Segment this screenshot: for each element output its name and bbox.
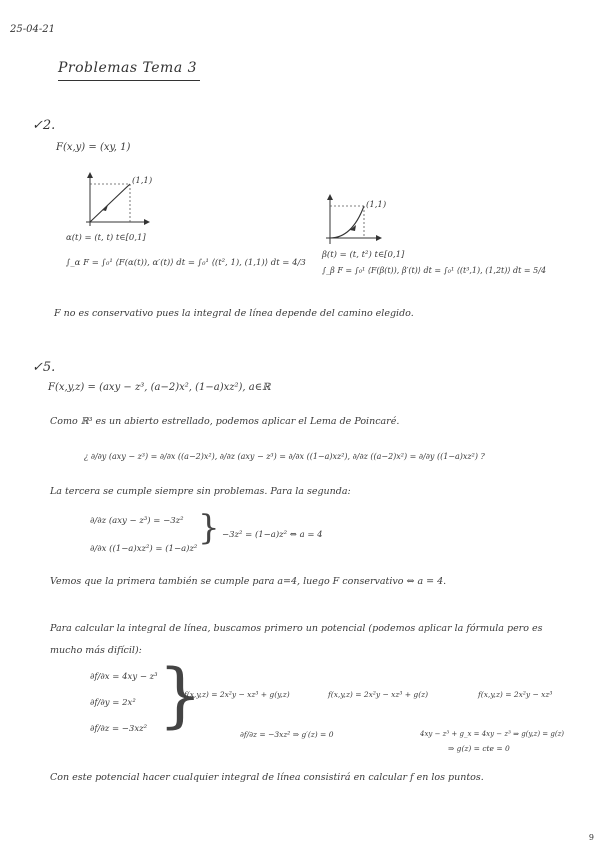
problem-5-closing: Con este potencial hacer cualquier integral de línea consistirá en calcular f en los puntos. bbox=[50, 772, 484, 783]
page-title: Problemas Tema 3 bbox=[58, 60, 198, 76]
problem-5-number: ✓5. bbox=[32, 360, 56, 375]
potential-intro: Para calcular la integral de línea, buscamos primero un potencial (podemos aplicar la fórmula pero es mucho más difícil): bbox=[50, 623, 543, 656]
problem-2-field: F(x,y) = (xy, 1) bbox=[56, 142, 131, 153]
potential-step-3: f(x,y,z) = 2x²y − xz³ bbox=[478, 690, 553, 699]
derivative-b: ∂/∂x ((1−a)xz²) = (1−a)z² bbox=[90, 544, 198, 554]
system-brace: } bbox=[158, 654, 203, 736]
derivative-result: −3z² = (1−a)z² ⇔ a = 4 bbox=[222, 530, 323, 540]
system-eq-y: ∂f/∂y = 2x² bbox=[90, 698, 136, 708]
potential-step-1: f(x,y,z) = 2x²y − xz³ + g(y,z) bbox=[184, 690, 290, 699]
left-graph-point-label: (1,1) bbox=[132, 176, 153, 186]
derivative-a: ∂/∂z (axy − z³) = −3z² bbox=[90, 516, 184, 526]
auxiliary-step-2: 4xy − z³ + g_x = 4xy − z³ ⇒ g(y,z) = g(z) bbox=[420, 730, 565, 738]
potential-step-2: f(x,y,z) = 2x²y − xz³ + g(z) bbox=[328, 690, 429, 699]
title-underline bbox=[58, 80, 200, 81]
auxiliary-step-3: ⇒ g(z) = cte = 0 bbox=[448, 744, 510, 753]
left-integral: ∫_α F = ∫₀¹ ⟨F(α(t)), α′(t)⟩ dt = ∫₀¹ ⟨(t², 1), (1,1)⟩ dt = 4/3 bbox=[66, 258, 306, 268]
right-param: β(t) = (t, t²) t∈[0,1] bbox=[322, 250, 405, 260]
note-third-condition: La tercera se cumple siempre sin problemas. Para la segunda: bbox=[50, 486, 351, 497]
poincare-conditions: ¿ ∂/∂y (axy − z³) = ∂/∂x ((a−2)x²), ∂/∂z (axy − z³) = ∂/∂x ((1−a)xz²), ∂/∂z ((a−2)x²) = ∂/∂y ((1−a)xz²) ? bbox=[84, 452, 485, 461]
left-param: α(t) = (t, t) t∈[0,1] bbox=[66, 233, 146, 243]
page-number: 9 bbox=[588, 833, 594, 842]
right-graph-point-label: (1,1) bbox=[366, 200, 387, 210]
note-first-condition: Vemos que la primera también se cumple para a=4, luego F conservativo ⇔ a = 4. bbox=[50, 576, 447, 587]
page-date: 25-04-21 bbox=[10, 24, 55, 35]
right-integral: ∫_β F = ∫₀¹ ⟨F(β(t)), β′(t)⟩ dt = ∫₀¹ ⟨(t³,1), (1,2t)⟩ dt = 5/4 bbox=[322, 266, 547, 275]
problem-2-conclusion: F no es conservativo pues la integral de línea depende del camino elegido. bbox=[54, 308, 414, 319]
auxiliary-step-1: ∂f/∂z = −3xz² ⇒ g′(z) = 0 bbox=[240, 730, 334, 739]
system-eq-z: ∂f/∂z = −3xz² bbox=[90, 724, 148, 734]
system-eq-x: ∂f/∂x = 4xy − z³ bbox=[90, 672, 158, 682]
problem-5-field: F(x,y,z) = (axy − z³, (a−2)x², (1−a)xz²), a∈ℝ bbox=[48, 382, 271, 393]
problem-2-number: ✓2. bbox=[32, 118, 56, 133]
pair-brace: } bbox=[198, 508, 220, 548]
problem-5-intro: Como ℝ³ es un abierto estrellado, podemos aplicar el Lema de Poincaré. bbox=[50, 416, 400, 427]
